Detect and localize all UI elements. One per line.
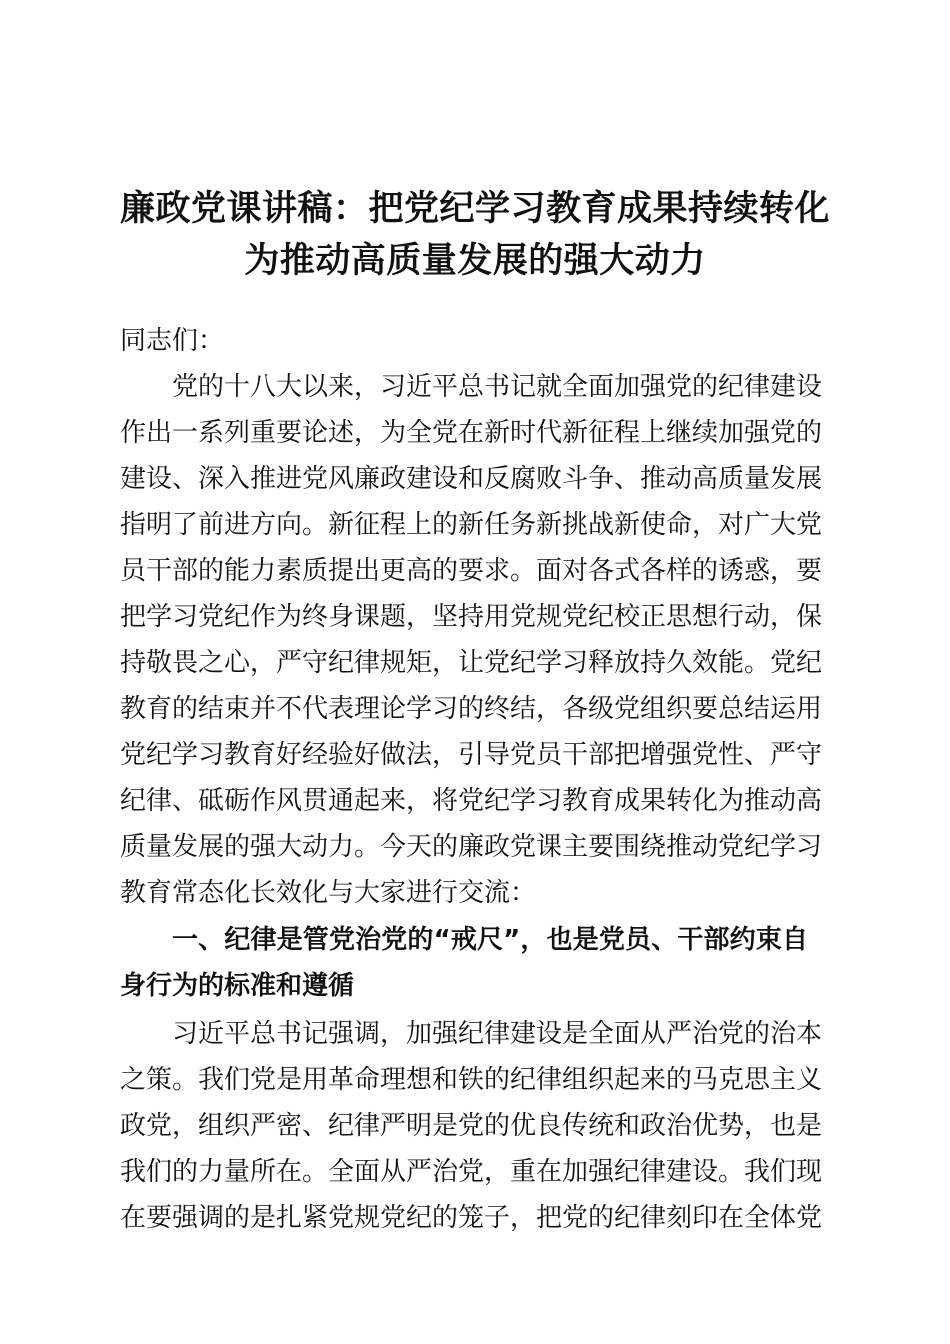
paragraph-1-line: 指明了前进方向。新征程上的新任务新挑战新使命，对广大党 (120, 510, 823, 540)
paragraph-1-line: 党的十八大以来，习近平总书记就全面加强党的纪律建设 (172, 372, 823, 402)
paragraph-1-line: 党纪学习教育好经验好做法，引导党员干部把增强党性、严守 (120, 740, 823, 770)
paragraph-1-line: 教育常态化长效化与大家进行交流： (120, 878, 537, 908)
document-title-line-1: 廉政党课讲稿：把党纪学习教育成果持续转化 (119, 189, 830, 229)
greeting: 同志们： (120, 326, 225, 356)
document-title-line-2: 为推动高质量发展的强大动力 (244, 241, 706, 281)
paragraph-1-line: 持敬畏之心，严守纪律规矩，让党纪学习释放持久效能。党纪 (120, 648, 823, 678)
paragraph-2-line: 政党，组织严密、纪律严明是党的优良传统和政治优势，也是 (120, 1111, 823, 1141)
paragraph-1-line: 纪律、砥砺作风贯通起来，将党纪学习教育成果转化为推动高 (120, 786, 823, 816)
section-heading-1-line: 身行为的标准和遵循 (120, 971, 355, 1001)
paragraph-1-line: 员干部的能力素质提出更高的要求。面对各式各样的诱惑，要 (120, 556, 823, 586)
paragraph-2-line: 之策。我们党是用革命理想和铁的纪律组织起来的马克思主义 (120, 1065, 823, 1095)
paragraph-1-line: 把学习党纪作为终身课题，坚持用党规党纪校正思想行动，保 (120, 602, 823, 632)
paragraph-1-line: 质量发展的强大动力。今天的廉政党课主要围绕推动党纪学习 (120, 832, 823, 862)
paragraph-1-line: 建设、深入推进党风廉政建设和反腐败斗争、推动高质量发展 (120, 464, 823, 494)
paragraph-1-line: 教育的结束并不代表理论学习的终结，各级党组织要总结运用 (120, 694, 823, 724)
paragraph-1-line: 作出一系列重要论述，为全党在新时代新征程上继续加强党的 (120, 418, 823, 448)
section-heading-1-line: 一、纪律是管党治党的“戒尺”，也是党员、干部约束自 (172, 925, 808, 955)
paragraph-2-line: 我们的力量所在。全面从严治党，重在加强纪律建设。我们现 (120, 1157, 823, 1187)
paragraph-2-line: 在要强调的是扎紧党规党纪的笼子，把党的纪律刻印在全体党 (120, 1203, 823, 1233)
paragraph-2-line: 习近平总书记强调，加强纪律建设是全面从严治党的治本 (172, 1019, 823, 1049)
